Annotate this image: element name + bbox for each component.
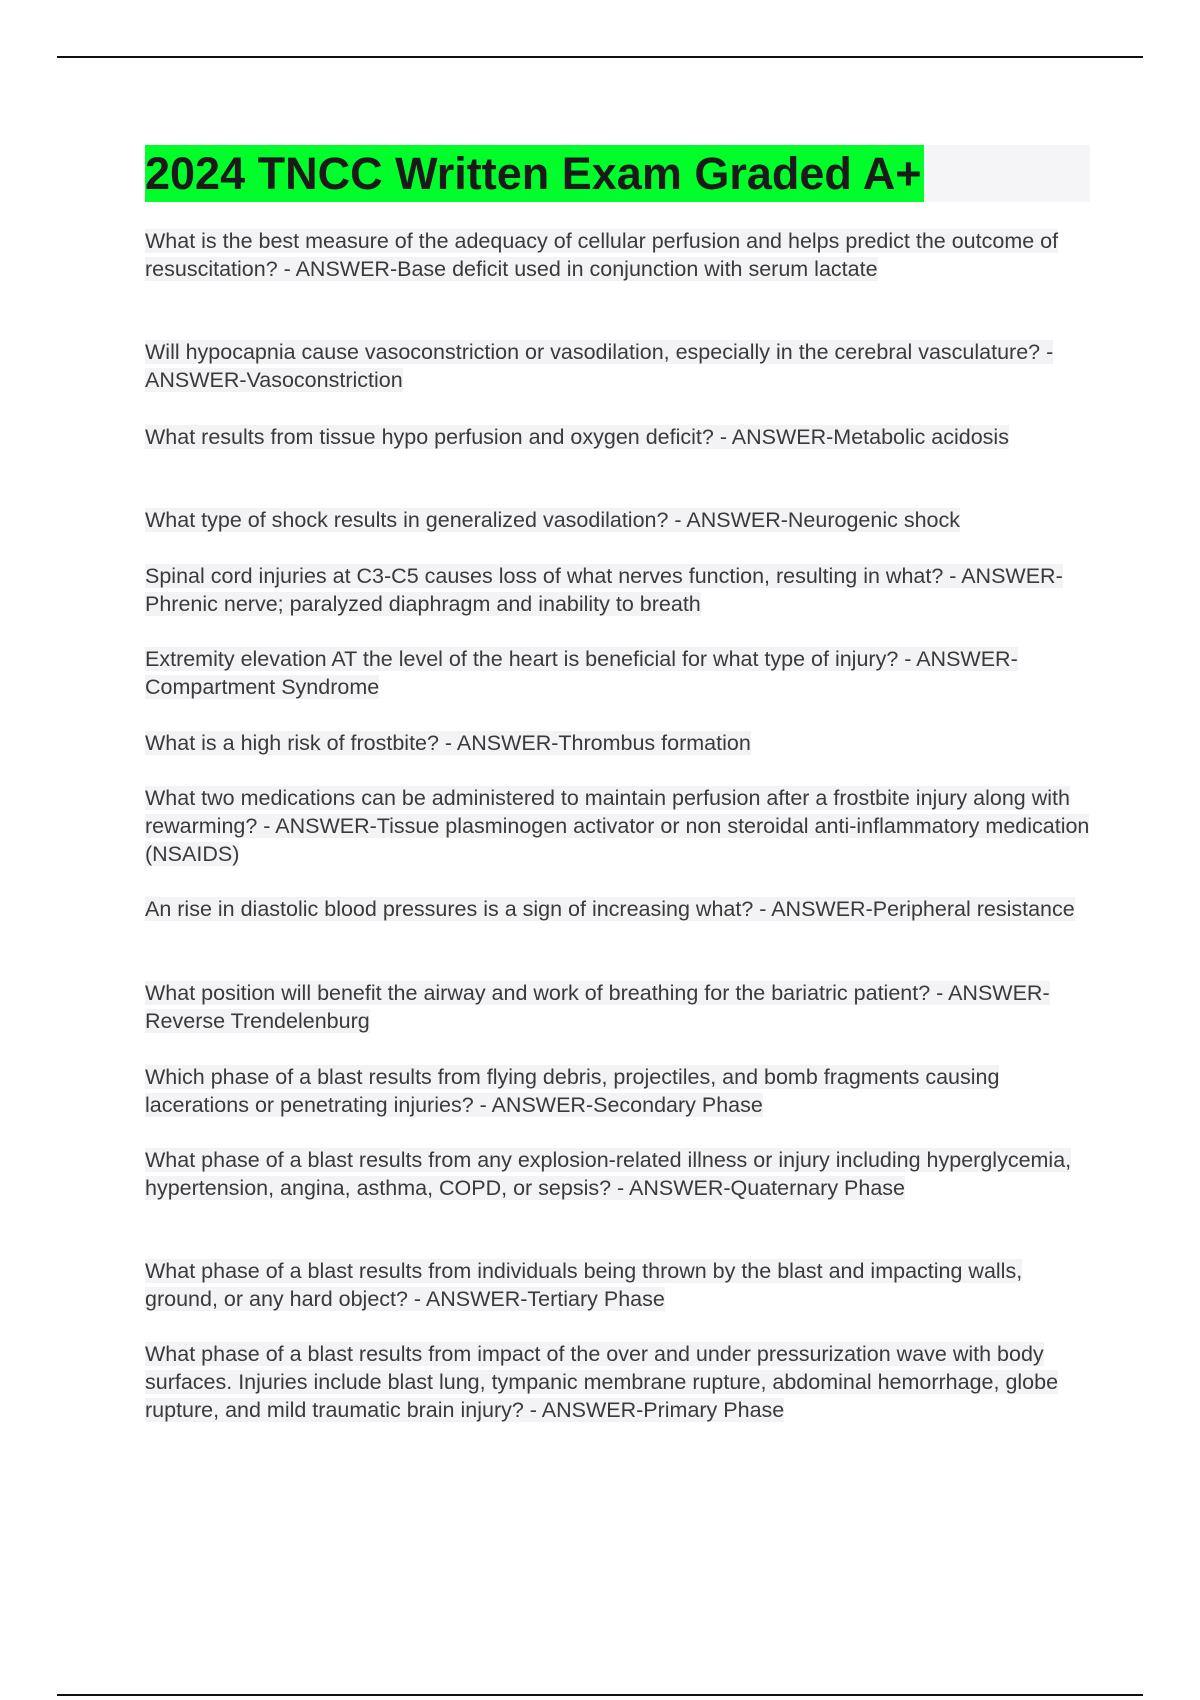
qa-item: What is the best measure of the adequacy of cellular perfusion and helps predict the outcome of resuscitation? - ANSWER-Base deficit used in conjunction with serum lactate xyxy=(145,229,1059,281)
qa-item: What phase of a blast results from individuals being thrown by the blast and impacting walls, ground, or any hard object? - ANSWER-Tertiary Phase xyxy=(145,1259,1023,1311)
qa-item: What results from tissue hypo perfusion and oxygen deficit? - ANSWER-Metabolic acidosis xyxy=(145,425,1009,449)
qa-item: Extremity elevation AT the level of the heart is beneficial for what type of injury? - ANSWER-Compartment Syndrome xyxy=(145,647,1018,699)
qa-item: What phase of a blast results from impact of the over and under pressurization wave with body surfaces. Injuries include blast lung, tympanic membrane rupture, abdominal hemorrhage, globe rupture, and mild traumatic brain injury? - ANSWER-Primary Phase xyxy=(145,1342,1059,1422)
qa-item: An rise in diastolic blood pressures is a sign of increasing what? - ANSWER-Peripheral resistance xyxy=(145,897,1075,921)
qa-item: Which phase of a blast results from flying debris, projectiles, and bomb fragments causing lacerations or penetrating injuries? - ANSWER-Secondary Phase xyxy=(145,1065,1000,1117)
qa-item: What is a high risk of frostbite? - ANSWER-Thrombus formation xyxy=(145,731,751,755)
qa-item: What type of shock results in generalized vasodilation? - ANSWER-Neurogenic shock xyxy=(145,508,960,532)
qa-item: What phase of a blast results from any explosion-related illness or injury including hyperglycemia, hypertension, angina, asthma, COPD, or sepsis? - ANSWER-Quaternary Phase xyxy=(145,1148,1072,1200)
document-title: 2024 TNCC Written Exam Graded A+ xyxy=(145,145,924,202)
bottom-rule xyxy=(57,1694,1143,1696)
title-bar xyxy=(145,145,1090,202)
qa-item: What position will benefit the airway and work of breathing for the bariatric patient? - ANSWER-Reverse Trendelenburg xyxy=(145,981,1050,1033)
top-rule xyxy=(57,56,1143,58)
document-body xyxy=(145,145,1090,1422)
qa-item: Spinal cord injuries at C3-C5 causes loss of what nerves function, resulting in what? - ANSWER-Phrenic nerve; paralyzed diaphragm and inability to breath xyxy=(145,564,1063,616)
qa-item: Will hypocapnia cause vasoconstriction or vasodilation, especially in the cerebral vasculature? - ANSWER-Vasoconstriction xyxy=(145,340,1054,392)
qa-item: What two medications can be administered to maintain perfusion after a frostbite injury along with rewarming? - ANSWER-Tissue plasminogen activator or non steroidal anti-inflammatory medication (NSAIDS) xyxy=(145,786,1090,866)
